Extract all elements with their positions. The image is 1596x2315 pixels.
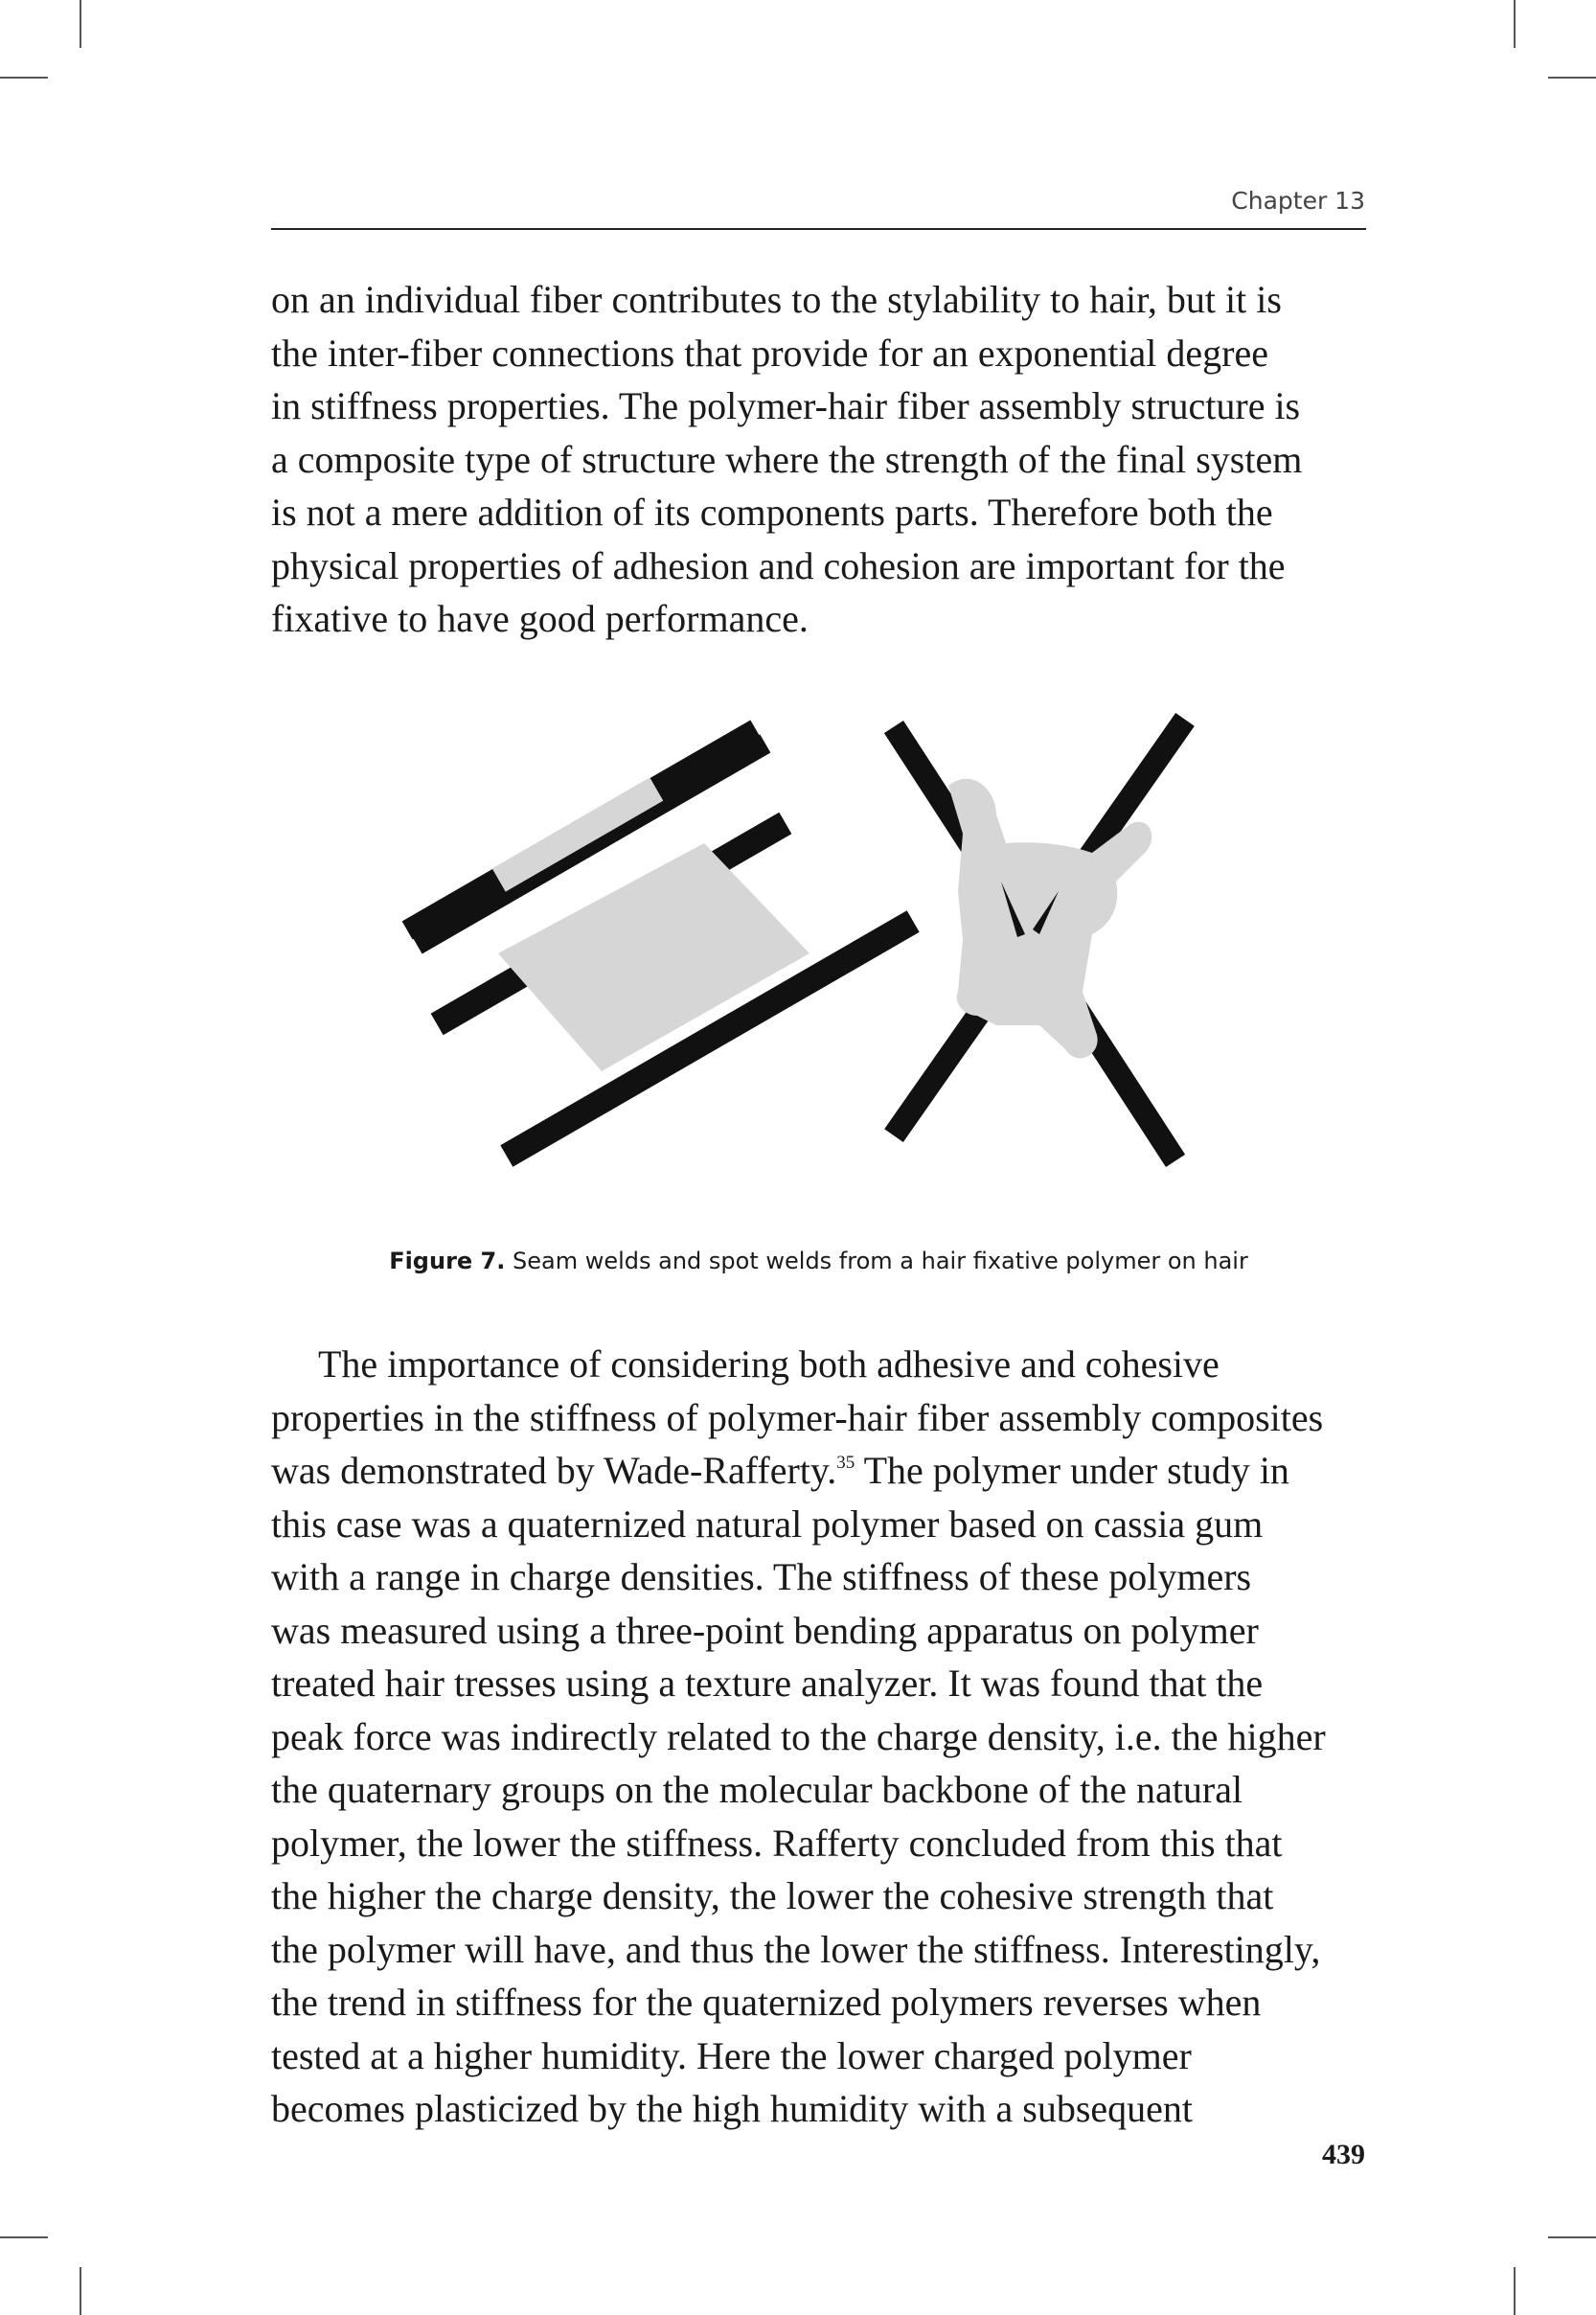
crop-mark-bottom-right-horizontal	[1548, 2236, 1596, 2238]
paragraph-continued	[271, 273, 1366, 646]
crop-mark-bottom-right-vertical	[1514, 2267, 1516, 2315]
crop-mark-top-right-horizontal	[1548, 77, 1596, 79]
text-segment: was demonstrated by Wade-Rafferty.	[271, 1449, 837, 1492]
text-segment: The polymer under study in	[855, 1449, 1289, 1492]
polymer-seam	[492, 777, 664, 891]
page-number: 439	[1322, 2139, 1365, 2170]
seam-weld-illustration	[402, 720, 920, 1166]
text-line: peak force was indirectly related to the charge density, i.e. the higher	[271, 1714, 1326, 1758]
crop-mark-top-left-horizontal	[0, 77, 48, 79]
text-line: is not a mere addition of its components parts. Therefore both the	[271, 491, 1273, 534]
text-line: in stiffness properties. The polymer-hair fiber assembly structure is	[271, 384, 1301, 427]
figure-caption-text: Seam welds and spot welds from a hair fixative polymer on hair	[505, 1248, 1248, 1274]
figure-caption	[271, 1248, 1366, 1274]
text-line: treated hair tresses using a texture analyzer. It was found that the	[271, 1662, 1264, 1705]
crop-mark-top-left-vertical	[80, 0, 81, 48]
crop-mark-top-right-vertical	[1514, 0, 1516, 48]
text-line: polymer, the lower the stiffness. Rafferty concluded from this that	[271, 1821, 1283, 1865]
text-line: the inter-fiber connections that provide for an exponential degree	[271, 331, 1268, 375]
text-line: on an individual fiber contributes to the stylability to hair, but it is	[271, 278, 1282, 321]
crop-mark-bottom-left-vertical	[80, 2267, 81, 2315]
text-line-with-reference	[271, 1444, 1366, 1498]
text-line: the polymer will have, and thus the lower the stiffness. Interestingly,	[271, 1927, 1321, 1971]
text-line: fixative to have good performance.	[271, 597, 809, 640]
text-line: properties in the stiffness of polymer-hair fiber assembly composites	[271, 1395, 1324, 1439]
text-line: tested at a higher humidity. Here the lower charged polymer	[271, 2033, 1192, 2077]
text-line: the higher the charge density, the lower the cohesive strength that	[271, 1874, 1274, 1917]
text-line: physical properties of adhesion and cohesion are important for the	[271, 543, 1286, 587]
spot-weld-illustration	[884, 713, 1195, 1167]
text-line: The importance of considering both adhesive and cohesive	[318, 1342, 1220, 1386]
text-line: this case was a quaternized natural polymer based on cassia gum	[271, 1501, 1264, 1546]
paragraph-body	[271, 1338, 1366, 2136]
text-line: the quaternary groups on the molecular backbone of the natural	[271, 1768, 1243, 1811]
text-line: the trend in stiffness for the quaternized polymers reverses when	[271, 1981, 1262, 2024]
figure-label: Figure 7.	[389, 1248, 506, 1274]
header-rule	[271, 228, 1366, 230]
figure-7-illustration	[364, 671, 1226, 1207]
text-line: with a range in charge densities. The stiffness of these polymers	[271, 1555, 1252, 1598]
reference-superscript: 35	[836, 1453, 855, 1473]
text-line: becomes plasticized by the high humidity with a subsequent	[271, 2087, 1194, 2130]
running-header: Chapter 13	[1231, 187, 1365, 215]
text-line: was measured using a three-point bending apparatus on polymer	[271, 1608, 1259, 1652]
text-line: a composite type of structure where the strength of the final system	[271, 437, 1303, 481]
crop-mark-bottom-left-horizontal	[0, 2236, 48, 2238]
